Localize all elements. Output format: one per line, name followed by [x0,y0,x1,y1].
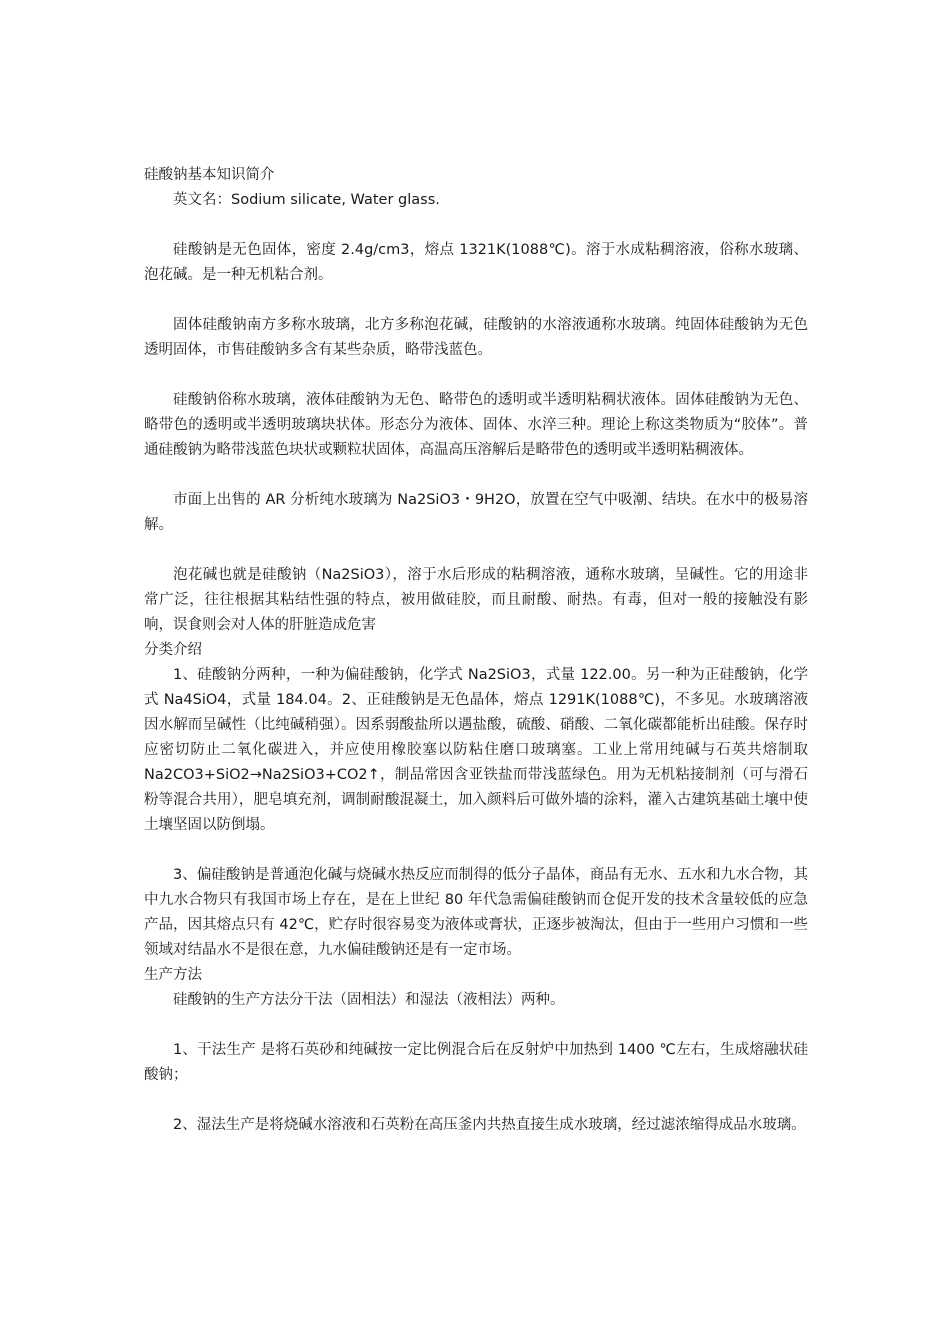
section-heading-classification: 分类介绍 [144,642,202,658]
classification-paragraph: 1、硅酸钠分两种，一种为偏硅酸钠，化学式 Na2SiO3，式量 122.00。另一种为正硅酸钠，化学式 Na4SiO4，式量 184.04。2、正硅酸钠是无色晶体，熔点 1291K(1088℃)，不多见。水玻璃溶液因水解而呈碱性（比纯碱稍强）。因系弱酸盐所以遇盐酸，硫酸、硝酸、二氧化碳都能析出硅酸。保存时应密切防止二氧化碳进入，并应使用橡胶塞以防粘住磨口玻璃塞。工业上常用纯碱与石英共熔制取 Na2CO3+SiO2→Na2SiO3+CO2↑，制品常因含亚铁盐而带浅蓝绿色。用为无机粘接制剂（可与滑石粉等混合共用），肥皂填充剂，调制耐酸混凝土，加入颜料后可做外墙的涂料，灌入古建筑基础土壤中使土壤坚固以防倒塌。 [144,667,808,833]
intro-paragraph: 硅酸钠俗称水玻璃，液体硅酸钠为无色、略带色的透明或半透明粘稠状液体。固体硅酸钠为无色、略带色的透明或半透明玻璃块状体。形态分为液体、固体、水淬三种。理论上称这类物质为“胶体”。普通硅酸钠为略带浅蓝色块状或颗粒状固体，高温高压溶解后是略带色的透明或半透明粘稠液体。 [144,392,808,458]
intro-paragraph: 硅酸钠是无色固体，密度 2.4g/cm3，熔点 1321K(1088℃)。溶于水成粘稠溶液，俗称水玻璃、泡花碱。是一种无机粘合剂。 [144,242,808,283]
document-title: 硅酸钠基本知识简介 [144,167,275,183]
section-heading-production: 生产方法 [144,967,202,983]
spacer [144,288,808,313]
classification-paragraph: 3、偏硅酸钠是普通泡化碱与烧碱水热反应而制得的低分子晶体，商品有无水、五水和九水合物，其中九水合物只有我国市场上存在，是在上世纪 80 年代急需偏硅酸钠而仓促开发的技术含量较低的应急产品，因其熔点只有 42℃，贮存时很容易变为液体或膏状，正逐步被淘汰，但由于一些用户习惯和一些领域对结晶水不是很在意，九水偏硅酸钠还是有一定市场。 [144,867,808,958]
production-intro: 硅酸钠的生产方法分干法（固相法）和湿法（液相法）两种。 [173,992,565,1008]
production-paragraph: 1、干法生产 是将石英砂和纯碱按一定比例混合后在反射炉中加热到 1400 ℃左右，生成熔融状硅酸钠； [144,1042,808,1083]
spacer [144,213,808,238]
spacer [144,838,808,863]
spacer [144,1013,808,1038]
intro-paragraph: 泡花碱也就是硅酸钠（Na2SiO3），溶于水后形成的粘稠溶液，通称水玻璃，呈碱性。它的用途非常广泛，往往根据其粘结性强的特点，被用做硅胶，而且耐酸、耐热。有毒，但对一般的接触没有影响，误食则会对人体的肝脏造成危害 [144,567,808,633]
english-name: 英文名：Sodium silicate, Water glass. [173,192,440,208]
spacer [144,463,808,488]
intro-paragraph: 市面上出售的 AR 分析纯水玻璃为 Na2SiO3・9H2O，放置在空气中吸潮、结块。在水中的极易溶解。 [144,492,808,533]
document-page [144,163,808,1138]
spacer [144,363,808,388]
intro-paragraph: 固体硅酸钠南方多称水玻璃，北方多称泡花碱，硅酸钠的水溶液通称水玻璃。纯固体硅酸钠为无色透明固体，市售硅酸钠多含有某些杂质，略带浅蓝色。 [144,317,808,358]
production-paragraph: 2、湿法生产是将烧碱水溶液和石英粉在高压釜内共热直接生成水玻璃，经过滤浓缩得成品水玻璃。 [173,1117,806,1133]
spacer [144,1088,808,1113]
spacer [144,538,808,563]
